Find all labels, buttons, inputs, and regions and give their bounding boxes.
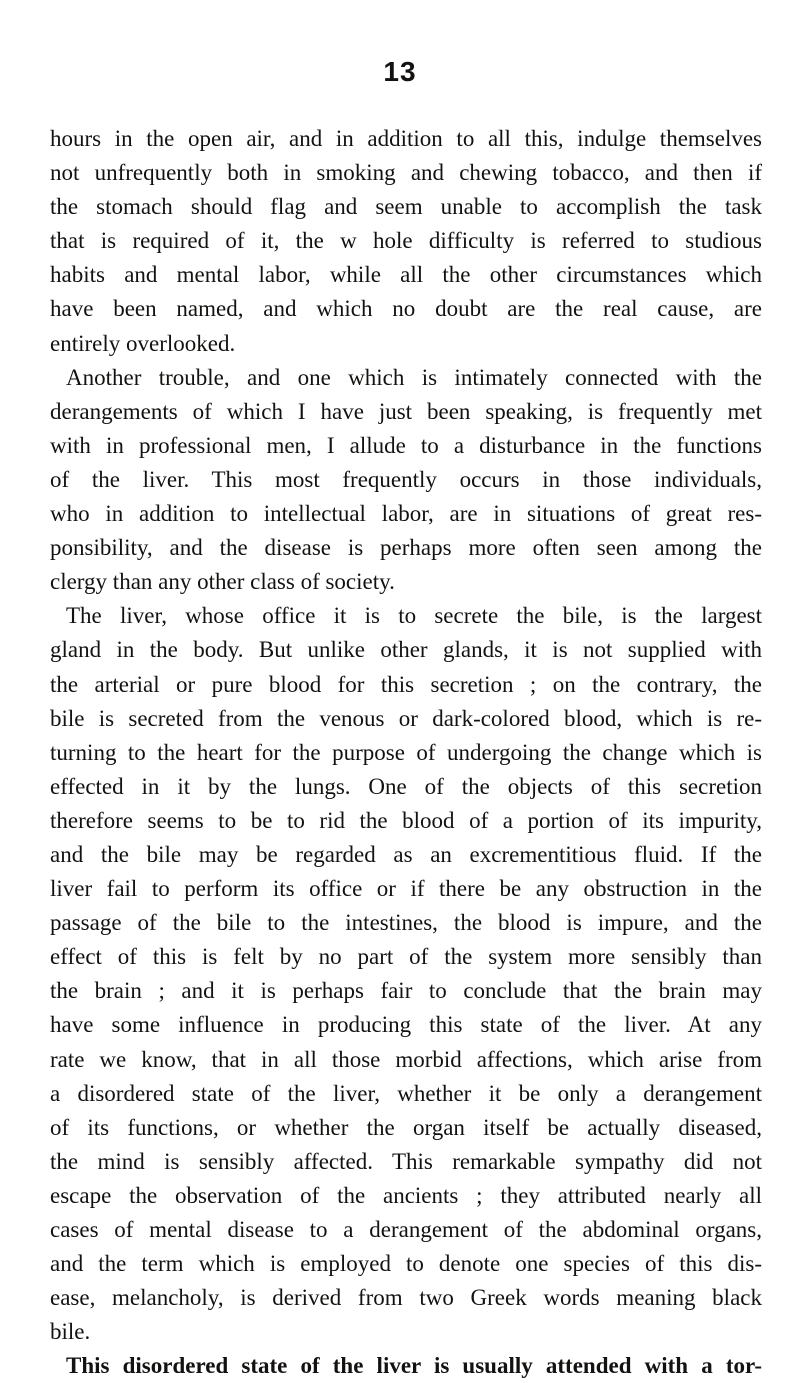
text-line: effected in it by the lungs. One of the objects of this secretion	[50, 773, 762, 799]
text-line: liver fail to perform its office or if there be any obstruction in the	[50, 876, 762, 902]
text-line: This disordered state of the liver is usually attended with a tor-	[66, 1353, 762, 1379]
text-line: effect of this is felt by no part of the system more sensibly than	[50, 944, 762, 970]
text-line: ease, melancholy, is derived from two Greek words meaning black	[50, 1285, 762, 1311]
text-line: ponsibility, and the disease is perhaps more often seen among the	[50, 535, 762, 561]
text-line: a disordered state of the liver, whether it be only a derangement	[50, 1080, 762, 1106]
text-line: clergy than any other class of society.	[50, 569, 395, 595]
text-line: not unfrequently both in smoking and chewing tobacco, and then if	[50, 160, 762, 186]
text-line: the arterial or pure blood for this secretion ; on the contrary, the	[50, 671, 762, 697]
text-line: the stomach should flag and seem unable to accomplish the task	[50, 194, 762, 220]
text-line: therefore seems to be to rid the blood of a portion of its impurity,	[50, 807, 762, 833]
text-line: rate we know, that in all those morbid affections, which arise from	[50, 1046, 762, 1072]
text-line: passage of the bile to the intestines, the blood is impure, and the	[50, 910, 762, 936]
text-line: and the bile may be regarded as an excrementitious fluid. If the	[50, 841, 762, 867]
text-line: hours in the open air, and in addition to all this, indulge themselves	[50, 126, 762, 151]
page-number: 13	[383, 56, 417, 87]
text-line: cases of mental disease to a derangement of the abdominal organs,	[50, 1217, 762, 1242]
text-line: entirely overlooked.	[50, 330, 236, 356]
text-line: have some influence in producing this state of the liver. At any	[50, 1012, 762, 1038]
text-line: that is required of it, the w hole difficulty is referred to studious	[50, 228, 762, 254]
body-text	[50, 122, 762, 1383]
text-line: have been named, and which no doubt are the real cause, are	[50, 296, 762, 322]
text-line: of its functions, or whether the organ itself be actually diseased,	[50, 1114, 762, 1140]
text-line: turning to the heart for the purpose of undergoing the change which is	[50, 739, 762, 765]
text-line: Another trouble, and one which is intimately connected with the	[66, 364, 762, 390]
text-line: bile.	[50, 1319, 91, 1345]
text-line: the brain ; and it is perhaps fair to conclude that the brain may	[50, 978, 762, 1004]
text-line: The liver, whose office it is to secrete the bile, is the largest	[66, 603, 762, 629]
text-line: habits and mental labor, while all the other circumstances which	[50, 262, 762, 288]
text-line: bile is secreted from the venous or dark-colored blood, which is re-	[50, 705, 762, 731]
text-line: the mind is sensibly affected. This remarkable sympathy did not	[50, 1148, 762, 1174]
text-line: and the term which is employed to denote one species of this dis-	[50, 1251, 762, 1277]
text-line: gland in the body. But unlike other glands, it is not supplied with	[50, 637, 762, 663]
text-line: with in professional men, I allude to a disturbance in the functions	[50, 432, 762, 458]
text-line: escape the observation of the ancients ; they attributed nearly all	[50, 1182, 762, 1208]
text-line: derangements of which I have just been speaking, is frequently met	[50, 398, 762, 424]
text-line: of the liver. This most frequently occurs in those individuals,	[50, 466, 762, 492]
text-line: who in addition to intellectual labor, are in situations of great res-	[50, 501, 762, 527]
